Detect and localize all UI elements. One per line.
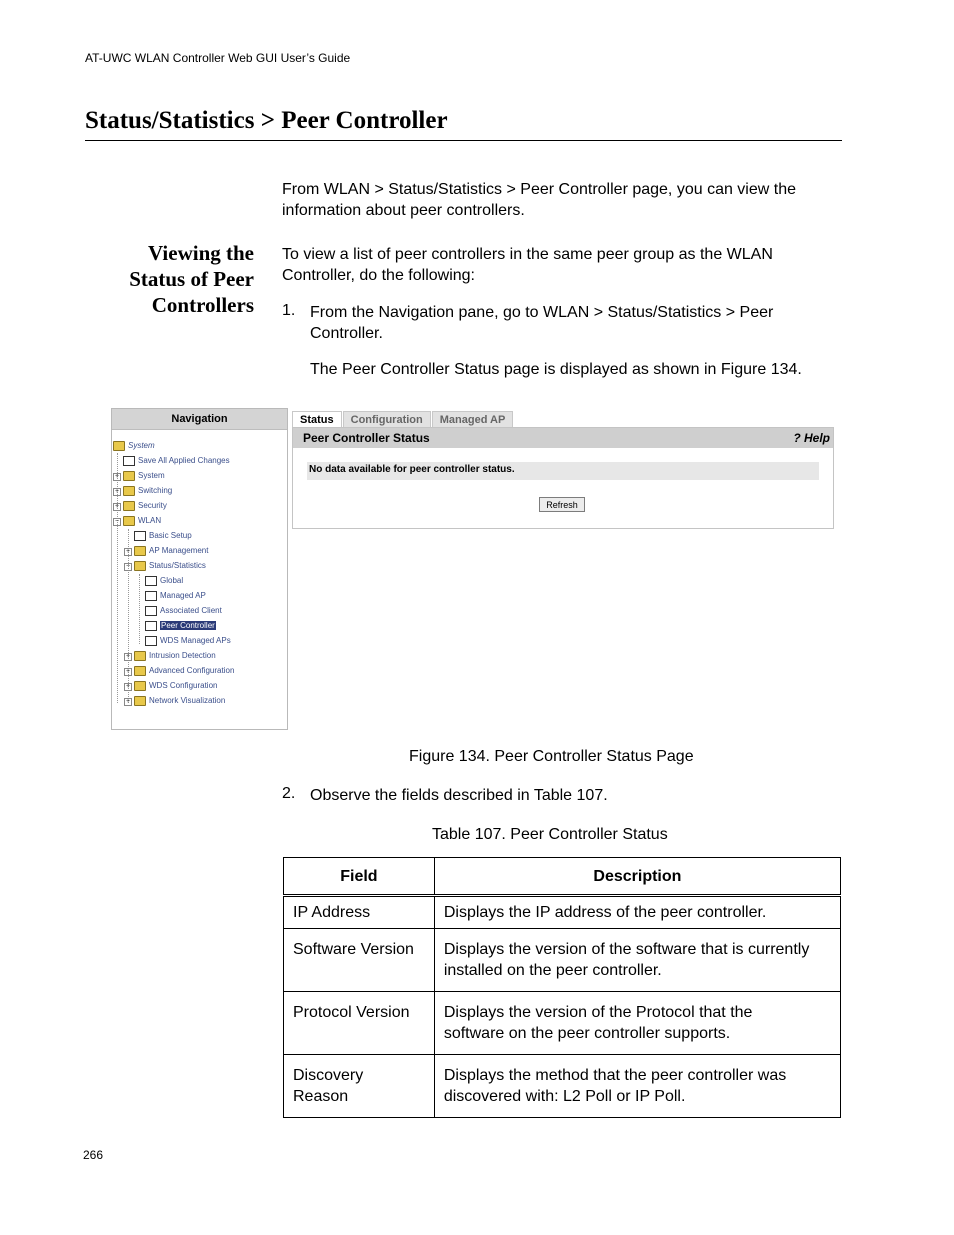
field-cell — [284, 929, 435, 992]
tab-configuration[interactable]: Configuration — [343, 411, 431, 428]
refresh-button[interactable]: Refresh — [539, 497, 585, 512]
description-cell — [434, 929, 840, 992]
tree-item-wds-configuration[interactable] — [134, 679, 217, 693]
intro-line: From WLAN > Status/Statistics > Peer Controller page, you can view the — [282, 181, 796, 198]
table-row — [284, 929, 841, 992]
field-cell — [284, 896, 435, 929]
tree-item-associated-client[interactable] — [145, 604, 222, 618]
column-header-field: Field — [284, 858, 435, 896]
folder-open-icon — [134, 561, 146, 571]
expand-icon[interactable]: + — [125, 668, 131, 675]
page-number: 266 — [83, 1148, 104, 1162]
expand-icon[interactable]: + — [125, 683, 131, 690]
running-header: AT-UWC WLAN Controller Web GUI User’s Guide — [85, 51, 351, 65]
tree-label: AP Management — [149, 546, 209, 555]
step-line: From the Navigation pane, go to WLAN > Status/Statistics > Peer — [310, 304, 774, 321]
cell-line: Reason — [293, 1088, 349, 1105]
navigation-title: Navigation — [112, 409, 287, 430]
subsection-heading-line: Status of Peer — [129, 267, 254, 291]
tree-label: Associated Client — [160, 606, 222, 615]
expand-icon[interactable]: + — [114, 503, 120, 510]
expand-icon[interactable]: + — [114, 473, 120, 480]
field-cell — [284, 992, 435, 1055]
column-header-description: Description — [434, 858, 840, 896]
navigation-pane — [111, 408, 288, 730]
intro-line: information about peer controllers. — [282, 202, 525, 219]
expand-icon[interactable]: + — [125, 653, 131, 660]
tree-item-wlan[interactable] — [123, 514, 161, 528]
page-icon — [145, 576, 157, 586]
table-header-row — [284, 858, 841, 896]
page-icon — [145, 621, 157, 631]
tree-label: WDS Configuration — [149, 681, 218, 690]
table-caption: Table 107. Peer Controller Status — [432, 826, 668, 843]
collapse-icon[interactable]: − — [114, 518, 120, 525]
lead-paragraph — [282, 244, 773, 286]
cell-line: IP Address — [293, 904, 371, 921]
tree-guide-line — [139, 574, 140, 644]
tree-label: Network Visualization — [149, 696, 226, 705]
tree-item-managed-ap[interactable] — [145, 589, 206, 603]
expand-icon[interactable]: + — [114, 488, 120, 495]
peer-controller-status-table — [283, 857, 841, 1118]
tree-label: Save All Applied Changes — [138, 456, 230, 465]
tree-item-switching[interactable] — [123, 484, 172, 498]
step-text — [310, 302, 773, 344]
panel-title: Peer Controller Status — [303, 431, 430, 445]
tree-label-selected: Peer Controller — [161, 621, 215, 630]
expand-icon[interactable]: + — [125, 548, 131, 555]
tree-item-basic-setup[interactable] — [134, 529, 192, 543]
folder-open-icon — [113, 441, 125, 451]
tree-item-ap-management[interactable] — [134, 544, 208, 558]
tab-managed-ap[interactable]: Managed AP — [432, 411, 514, 428]
page-icon — [123, 456, 135, 466]
collapse-icon[interactable]: − — [125, 563, 131, 570]
folder-icon — [123, 501, 135, 511]
cell-line: Discovery — [293, 1067, 364, 1084]
step-line: Controller. — [310, 325, 383, 342]
tree-label: System — [138, 471, 165, 480]
description-cell — [434, 992, 840, 1055]
tree-label: Managed AP — [160, 591, 206, 600]
table-row — [284, 1055, 841, 1118]
panel-header — [293, 428, 833, 448]
subsection-heading — [100, 240, 254, 318]
tree-item-peer-controller[interactable] — [145, 619, 216, 633]
step-result: The Peer Controller Status page is displayed as shown in Figure 134. — [310, 361, 802, 378]
tab-status[interactable]: Status — [292, 411, 342, 428]
expand-icon[interactable]: + — [125, 698, 131, 705]
tree-label: WDS Managed APs — [160, 636, 231, 645]
description-cell — [434, 1055, 840, 1118]
cell-line: software on the peer controller supports. — [443, 1025, 731, 1042]
subsection-heading-line: Controllers — [151, 293, 254, 317]
field-cell — [284, 1055, 435, 1118]
tree-label: System — [128, 441, 155, 450]
cell-line: Displays the version of the Protocol that the — [443, 1004, 753, 1021]
lead-line: To view a list of peer controllers in the same peer group as the WLAN — [282, 246, 773, 263]
help-link[interactable]: ? Help — [793, 431, 830, 445]
folder-icon — [134, 651, 146, 661]
step-text: Observe the fields described in Table 107. — [310, 787, 608, 804]
page-icon — [145, 591, 157, 601]
subsection-heading-line: Viewing the — [148, 241, 254, 265]
description-cell — [434, 896, 840, 929]
figure-caption: Figure 134. Peer Controller Status Page — [409, 748, 694, 765]
intro-paragraph — [282, 179, 796, 221]
folder-icon — [134, 681, 146, 691]
cell-line: Displays the IP address of the peer controller. — [443, 904, 767, 921]
tree-item-network-visualization[interactable] — [134, 694, 225, 708]
tree-label: Advanced Configuration — [149, 666, 235, 675]
cell-line: installed on the peer controller. — [443, 962, 662, 979]
cell-line: discovered with: L2 Poll or IP Poll. — [443, 1088, 686, 1105]
tab-bar — [292, 410, 514, 427]
folder-icon — [134, 546, 146, 556]
tree-label: Basic Setup — [149, 531, 192, 540]
cell-line: Displays the version of the software that is currently — [443, 941, 810, 958]
tree-label: Global — [160, 576, 184, 585]
section-title: Status/Statistics > Peer Controller — [85, 107, 448, 134]
tree-label: Intrusion Detection — [149, 651, 216, 660]
title-rule — [85, 140, 842, 141]
cell-line: Displays the method that the peer controller was — [443, 1067, 787, 1084]
tree-item-advanced-configuration[interactable] — [134, 664, 234, 678]
tree-item-status-statistics[interactable] — [134, 559, 206, 573]
folder-icon — [123, 471, 135, 481]
tree-label: Status/Statistics — [149, 561, 206, 570]
tree-item-global[interactable] — [145, 574, 183, 588]
tree-label: Switching — [138, 486, 173, 495]
tree-item-system-root[interactable] — [113, 439, 155, 453]
tree-label: Security — [138, 501, 167, 510]
lead-line: Controller, do the following: — [282, 267, 475, 284]
tree-item-save-all[interactable] — [123, 454, 230, 468]
folder-icon — [123, 486, 135, 496]
tree-item-system[interactable] — [123, 469, 165, 483]
folder-icon — [134, 696, 146, 706]
no-data-message: No data available for peer controller status. — [307, 462, 819, 480]
cell-line: Protocol Version — [293, 1004, 410, 1021]
table-row — [284, 896, 841, 929]
tree-item-security[interactable] — [123, 499, 167, 513]
tree-item-intrusion-detection[interactable] — [134, 649, 216, 663]
page-icon — [145, 606, 157, 616]
folder-icon — [134, 666, 146, 676]
folder-open-icon — [123, 516, 135, 526]
step-number: 1. — [282, 302, 296, 319]
table-row — [284, 992, 841, 1055]
peer-controller-status-panel — [292, 427, 834, 529]
page-icon — [134, 531, 146, 541]
tree-item-wds-managed-aps[interactable] — [145, 634, 231, 648]
page-icon — [145, 636, 157, 646]
step-number: 2. — [282, 785, 296, 802]
cell-line: Software Version — [293, 941, 414, 958]
tree-label: WLAN — [138, 516, 162, 525]
